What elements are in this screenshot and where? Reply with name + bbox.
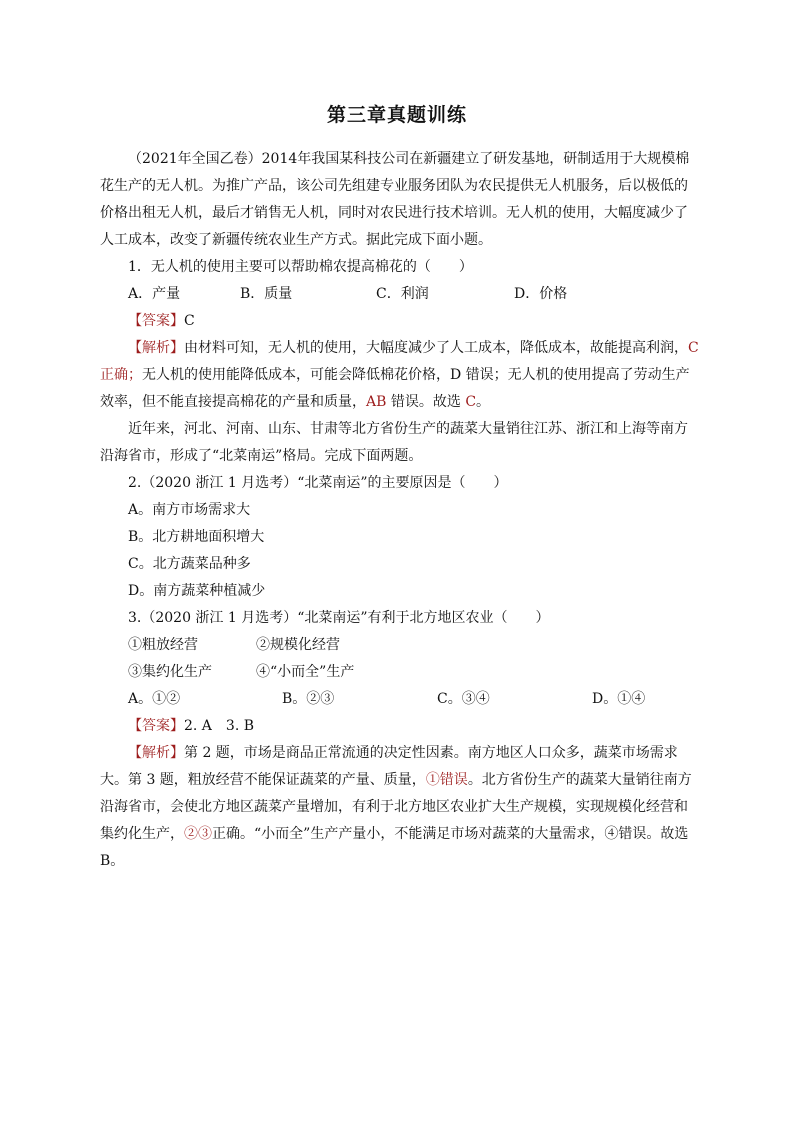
page-title: 第三章真题训练 bbox=[326, 104, 467, 126]
analysis-1-text-b: 无人机的使用能降低成本，可能会降低棉花价格，D 错误；无人机的使用提高了劳动生产效率，但不能直接提高棉花的产量和质量， bbox=[100, 367, 690, 410]
analysis-1-text-c: 错误。故选 bbox=[386, 394, 466, 410]
analysis-1-text-d: 。 bbox=[476, 394, 491, 410]
q3-option-c: C。③④ bbox=[437, 691, 490, 707]
analysis-2 bbox=[100, 740, 700, 875]
q3-item-4: ④“小而全”生产 bbox=[256, 664, 355, 680]
document-body bbox=[100, 146, 700, 875]
analysis-2-text-c: 正确。“小而全”生产产量小，不能满足市场对蔬菜的大量需求，④错误。故选 B。 bbox=[100, 826, 689, 869]
q1-option-b: B．质量 bbox=[240, 286, 293, 302]
answer-2-label: 【答案】 bbox=[128, 718, 184, 734]
q2-option-d: D。南方蔬菜种植减少 bbox=[128, 583, 266, 599]
answer-1 bbox=[100, 308, 700, 335]
q3-items-row-1 bbox=[100, 632, 700, 659]
analysis-2-text-b: 。北方省份生产的蔬菜大量销往南方沿海省市，会使北方地区蔬菜产量增加，有利于北方地区农业扩大生产规模，实现规模化经营和集约化生产， bbox=[100, 772, 692, 842]
analysis-1 bbox=[100, 335, 700, 416]
q1-option-d: D．价格 bbox=[514, 286, 568, 302]
analysis-2-highlight-b: ②③ bbox=[184, 826, 212, 842]
analysis-1-highlight-c: C bbox=[465, 394, 477, 410]
analysis-1-highlight-a: C 正确； bbox=[100, 340, 699, 383]
q2-option-b: B。北方耕地面积增大 bbox=[128, 529, 265, 545]
question-1-stem: 1．无人机的使用主要可以帮助棉农提高棉花的（ ） bbox=[128, 259, 473, 275]
q3-option-d: D。①④ bbox=[592, 691, 646, 707]
q3-item-3: ③集约化生产 bbox=[128, 664, 212, 680]
question-1-options bbox=[100, 281, 700, 308]
answer-label: 【答案】 bbox=[128, 313, 184, 329]
q3-option-b: B。②③ bbox=[282, 691, 335, 707]
q3-item-1: ①粗放经营 bbox=[128, 637, 198, 653]
analysis-2-text-a: 第 2 题，市场是商品正常流通的决定性因素。南方地区人口众多，蔬菜市场需求大。第 3 题，粗放经营不能保证蔬菜的产量、质量， bbox=[100, 745, 678, 788]
analysis-2-label: 【解析】 bbox=[128, 745, 184, 761]
question-3-stem: 3.（2020 浙江 1 月选考）“北菜南运”有利于北方地区农业（ ） bbox=[128, 610, 550, 626]
intro-passage-1: （2021年全国乙卷）2014年我国某科技公司在新疆建立了研发基地，研制适用于大规模棉花生产的无人机。为推广产品，该公司先组建专业服务团队为农民提供无人机服务，后以极低的价格出租无人机，最后才销售无人机，同时对农民进行技术培训。无人机的使用，大幅度减少了人工成本，改变了新疆传统农业生产方式。据此完成下面小题。 bbox=[100, 151, 690, 248]
analysis-2-highlight-a: ①错误 bbox=[425, 772, 468, 788]
q1-option-c: C．利润 bbox=[376, 286, 429, 302]
q1-option-a: A．产量 bbox=[128, 286, 181, 302]
analysis-1-text-a: 由材料可知，无人机的使用，大幅度减少了人工成本，降低成本，故能提高利润， bbox=[184, 340, 688, 356]
intro-passage-2: 近年来，河北、河南、山东、甘肃等北方省份生产的蔬菜大量销往江苏、浙江和上海等南方沿海省市，形成了“北菜南运”格局。完成下面两题。 bbox=[100, 421, 688, 464]
answer-2 bbox=[100, 713, 700, 740]
q3-option-a: A。①② bbox=[128, 691, 181, 707]
q3-item-2: ②规模化经营 bbox=[256, 637, 340, 653]
q3-items-row-2 bbox=[100, 659, 700, 686]
q2-option-a: A。南方市场需求大 bbox=[128, 502, 251, 518]
question-2-stem: 2.（2020 浙江 1 月选考）“北菜南运”的主要原因是（ ） bbox=[128, 475, 508, 491]
q2-option-c: C。北方蔬菜品种多 bbox=[128, 556, 251, 572]
question-3-options bbox=[100, 686, 700, 713]
answer-value: C bbox=[184, 313, 195, 329]
answer-2-value: 2. A 3. B bbox=[184, 718, 255, 734]
analysis-1-highlight-b: AB bbox=[366, 394, 387, 410]
analysis-label: 【解析】 bbox=[128, 340, 184, 356]
